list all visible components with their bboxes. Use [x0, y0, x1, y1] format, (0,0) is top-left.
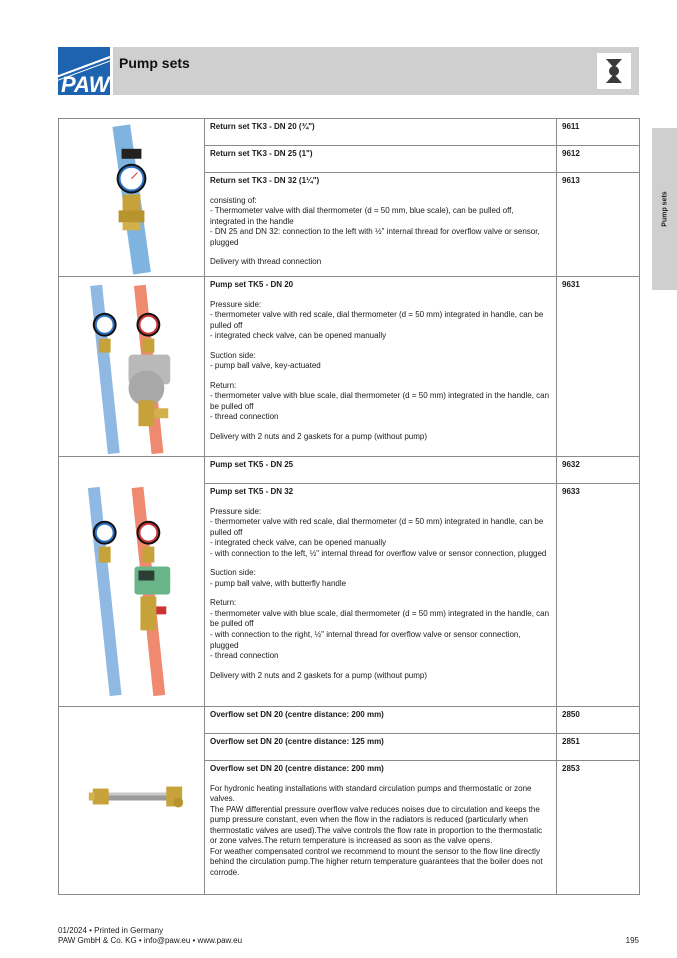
product-description-cell [205, 173, 557, 277]
paw-logo-graphic [58, 47, 110, 95]
table-row [59, 707, 640, 734]
side-tab-label: Pump sets [660, 191, 668, 227]
product-title: Pump set TK5 - DN 20 [210, 280, 294, 289]
footer-print-info: 01/2024 • Printed in Germany [58, 926, 164, 935]
footer-contact: PAW GmbH & Co. KG • info@paw.eu • www.paw.eu [58, 936, 243, 946]
product-description-cell [205, 484, 557, 707]
paw-logo [58, 47, 110, 95]
product-title: Return set TK3 - DN 20 (¾") [205, 119, 557, 146]
item-number: 9631 [557, 277, 640, 457]
product-title: Return set TK3 - DN 32 (1¼") [210, 176, 320, 185]
product-table [58, 118, 640, 895]
pump-set-tk5-dn20-image [59, 277, 205, 457]
item-number: 2851 [557, 734, 640, 761]
header-bar [113, 47, 639, 95]
page-title: Pump sets [119, 55, 190, 71]
item-number: 9611 [557, 119, 640, 146]
product-title: Overflow set DN 20 (centre distance: 200 mm) [205, 707, 557, 734]
table-row [59, 119, 640, 146]
product-title: Overflow set DN 20 (centre distance: 125 mm) [205, 734, 557, 761]
product-title: Return set TK3 - DN 25 (1") [205, 146, 557, 173]
pump-set-tk5-dn32-image [59, 457, 205, 707]
product-description: Pressure side: - thermometer valve with red scale, dial thermometer (d = 50 mm) integrated in handle, can be pulled off - integrated check valve, can be opened manually - with connection to the left, ½" internal thread for overflow valve or sensor connection, plugged Suction side: - pump ball valve, with butterfly handle Return: - thermometer valve with blue scale, dial thermometer (d = 50 mm) integrated in the handle, can be pulled off - with connection to the right, ½" internal thread for overflow valve or sensor connection, plugged - thread connection Delivery with 2 nuts and 2 gaskets for a pump (without pump) [210, 506, 550, 680]
overflow-set-image [59, 707, 205, 895]
footer [58, 926, 242, 947]
svg-text:PAW: PAW [61, 72, 110, 95]
product-description: Pressure side: - thermometer valve with red scale, dial thermometer (d = 50 mm) integrated in handle, can be pulled off - integrated check valve, can be opened manually Suction side: - pump ball valve, key-actuated Return: - thermometer valve with blue scale, dial thermometer (d = 50 mm) integrated in the handle, can be pulled off - thread connection Delivery with 2 nuts and 2 gaskets for a pump (without pump) [210, 299, 550, 442]
table-row [59, 277, 640, 457]
item-number: 9632 [557, 457, 640, 484]
table-row [59, 457, 640, 484]
product-description-cell [205, 761, 557, 895]
pump-icon [597, 53, 631, 89]
product-description-cell [205, 277, 557, 457]
product-title: Pump set TK5 - DN 32 [210, 487, 294, 496]
item-number: 2853 [557, 761, 640, 895]
item-number: 9613 [557, 173, 640, 277]
item-number: 9612 [557, 146, 640, 173]
product-description: consisting of: - Thermometer valve with dial thermometer (d = 50 mm, blue scale), can be pulled off, integrated in the handle - DN 25 and DN 32: connection to the left with ½" internal thread for overflow valve or sensor, plugged Delivery with thread connection [210, 195, 540, 267]
side-tab [652, 128, 677, 290]
product-title: Overflow set DN 20 (centre distance: 200 mm) [210, 764, 384, 773]
item-number: 2850 [557, 707, 640, 734]
product-description: For hydronic heating installations with standard circulation pumps and thermostatic or zone valves. The PAW differential pressure overflow valve reduces noises due to circulation and keeps the pump pressure constant, even when the flow in the radiators is reduced (particularly when thermostatic valves are used).The valve controls the flow rate in proportion to the thermostatic or zone valves.The return temperature is increased as soon as the valve opens. For weather compensated control we recommend to mount the sensor to the flow line directly behind the circulation pump.The higher return temperature guarantees that the boiler does not corrode. [210, 783, 543, 877]
return-set-tk3-image [59, 119, 205, 277]
item-number: 9633 [557, 484, 640, 707]
product-title: Pump set TK5 - DN 25 [205, 457, 557, 484]
page-number: 195 [625, 936, 639, 945]
